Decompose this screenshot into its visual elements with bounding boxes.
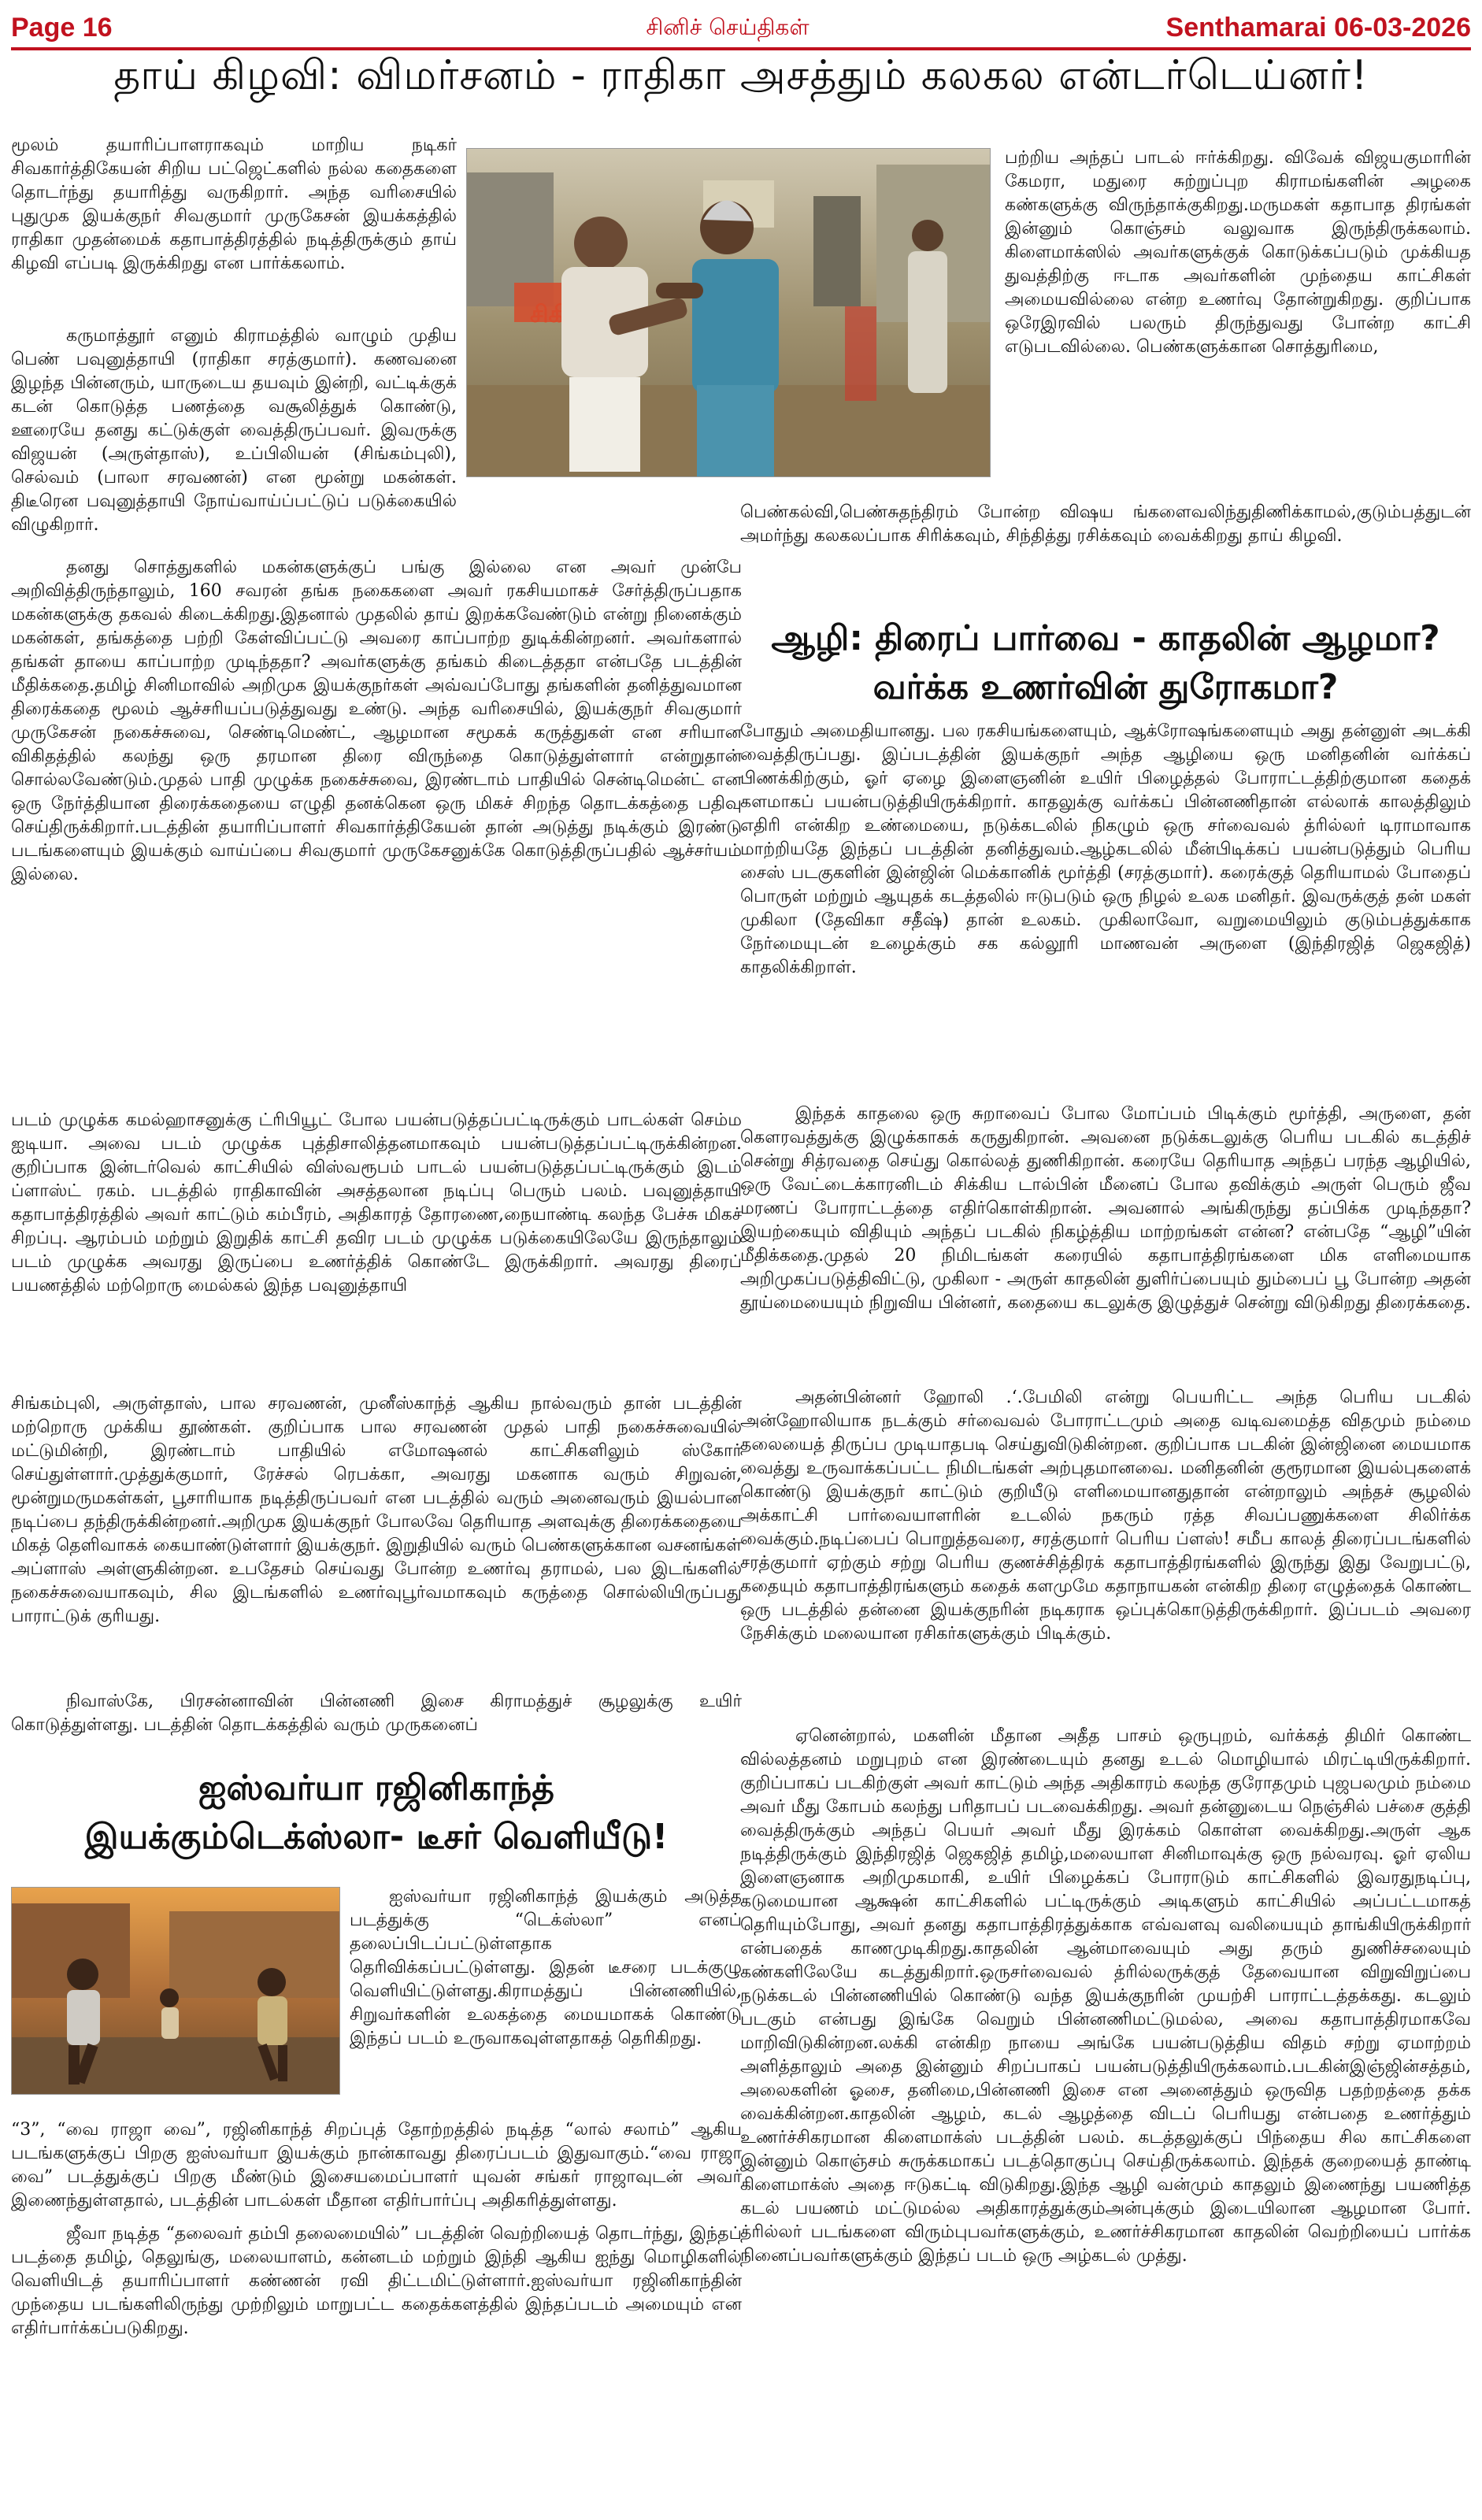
article1-para-1: மூலம் தயாரிப்பாளராகவும் மாறிய நடிகர் சிவகார்த்திகேயன் சிறிய பட்ஜெட்களில் நல்ல கதைகளை தொடர்ந்து தயாரித்து வருகிறார். அந்த வரிசையில் புதுமுக இயக்குநர் சிவகுமார் முருகேசன் இயக்கத்தில் ராதிகா முதன்மைக் கதாபாத்திரத்தில் நடித்திருக்கும் தாய் கிழவி எப்படி இருக்கிறது என பார்க்கலாம்.: [11, 135, 457, 273]
article3-headline: [740, 614, 1471, 712]
article3-para-3: அதன்பின்னர் ஹோலி .‘.பேமிலி என்று பெயரிட்ட அந்த பெரிய படகில் அன்ஹோலியாக நடக்கும் சர்வைவல் போராட்டமும் அதை வடிவமைத்த விதமும் நம்மை தலையைத் திருப்ப முடியாதபடி செய்துவிடுகின்றன. குறிப்பாக படகின் இன்ஜினை மையமாக வைத்து உருவாக்கப்பட்ட நிமிடங்கள் அற்புதமானவை. மனிதனின் குரூரமான இயல்புகளைக் கொண்டு இயக்குநர் காட்டும் குறியீடு எளிமையானதுதான் என்றாலும் அந்தச் சூழலில் அக்காட்சி பார்வையாளரின் உடலில் நகரும் ரத்த சிவப்பணுக்களை சிலிர்க்க வைக்கும்.நடிப்பைப் பொறுத்தவரை, சரத்குமார் பெரிய ப்ளஸ்! சமீப காலத் திரைப்படங்களில் சரத்குமார் ஏற்கும் சற்று பெரிய குணச்சித்திரக் கதாபாத்திரங்களில் இருந்து இது வேறுபட்டு, கதையும் கதாபாத்திரங்களும் கதைக் களமுமே கதாநாயகன் என்கிற திரை எழுத்தைக் கொண்ட ஒரு படத்தில் தன்னை இயக்குநரின் நடிகராக ஒப்புக்கொடுத்திருக்கிறார். இப்படம் அவரை நேசிக்கும் மலையான ரசிகர்களுக்கும் பிடிக்கும்.: [740, 1388, 1471, 1644]
article3-para-1: போதும் அமைதியானது. பல ரகசியங்களையும், ஆக்ரோஷங்களையும் அது தன்னுள் அடக்கி வைத்திருப்பது. இப்படத்தின் இயக்குநர் அந்த ஆழியை ஒரு மனிதனின் வர்க்கப் பிணக்கிற்கும், ஓர் ஏழை இளைஞனின் உயிர் பிழைத்தல் போராட்டத்திற்குமான கதைக் களமாகப் பயன்படுத்தியிருக்கிறார். காதலுக்கு வர்க்கப் பின்னணிதான் எல்லாக் காலத்திலும் எதிரி என்கிற உண்மையை, நடுக்கடலில் நிகழும் ஒரு சர்வைவல் த்ரில்லர் டிராமாவாக மாற்றியதே இந்தப் படத்தின் தனித்துவம்.ஆழ்கடலில் மீன்பிடிக்கப் பயன்படுத்தும் பெரிய சைஸ் படகுகளின் இன்ஜின் மெக்கானிக் மூர்த்தி (சரத்குமார்). கரைக்குத் தெரியாமல் போதைப் பொருள் மற்றும் ஆயுதக் கடத்தலில் ஈடுபடும் ஒரு நிழல் உலக மனிதர். இவருக்குத் தன் மகள் முகிலா (தேவிகா சதீஷ்) தான் உலகம். முகிலாவோ, வறுமையிலும் குடும்பத்துக்காக நேர்மையுடன் உழைக்கும் சக கல்லூரி மாணவன் அருளை (இந்திரஜித் ஜெகஜித்) காதலிக்கிறாள்.: [740, 721, 1471, 977]
article1-photo: [466, 148, 991, 477]
article1-para-8: பெண்கல்வி,பெண்சுதந்திரம் போன்ற விஷய ங்களைவலிந்துதிணிக்காமல்,குடும்பத்துடன் அமர்ந்து கலகலப்பாக சிரிக்கவும், சிந்தித்து ரசிக்கவும் வைக்கிறது தாய் கிழவி.: [740, 502, 1471, 546]
article3-headline-line1: ஆழி: திரைப் பார்வை - காதலின் ஆழமா?: [771, 618, 1440, 658]
village-scene-image: [467, 149, 990, 476]
article1-para-2: கருமாத்தூர் எனும் கிராமத்தில் வாழும் முதிய பெண் பவுனுத்தாயி (ராதிகா சரத்குமார்). கணவனை இழந்த பின்னரும், யாருடைய தயவும் இன்றி, வட்டிக்குக் கடன் கொடுத்த பணத்தை வசூலித்துக் கொண்டு, ஊரையே தனது கட்டுக்குள் வைத்திருப்பவர். இவருக்கு விஜயன் (அருள்தாஸ்), உப்பிலியன் (சிங்கம்புலி), செல்வம் (பாலா சரவணன்) என மூன்று மகன்கள். திடீரென பவுனுத்தாயி நோய்வாய்ப்பட்டுப் படுக்கையில் விழுகிறார்.: [11, 326, 457, 535]
article1-para-6: நிவாஸ்கே, பிரசன்னாவின் பின்னணி இசை கிராமத்துச் சூழலுக்கு உயிர் கொடுத்துள்ளது. படத்தின் தொடக்கத்தில் வரும் முருகனைப்: [11, 1692, 742, 1735]
page-header: [11, 11, 1471, 50]
section-name: சினிச் செய்திகள்: [646, 14, 810, 40]
article2-para-3: ஜீவா நடித்த “தலைவர் தம்பி தலைமையில்” படத்தின் வெற்றியைத் தொடர்ந்து, இந்தப் படத்தை தமிழ், தெலுங்கு, மலையாளம், கன்னடம் மற்றும் இந்தி ஆகிய ஐந்து மொழிகளில் வெளியிடத் தயாரிப்பாளர் கண்ணன் ரவி திட்டமிட்டுள்ளார்.ஐஸ்வர்யா ரஜினிகாந்தின் முந்தைய படங்களிலிருந்து முற்றிலும் மாறுபட்ட கதைக்களத்தில் இந்தப்படம் அமையும் என எதிர்பார்க்கப்படுகிறது.: [11, 2224, 742, 2338]
children-running-image: [12, 1888, 339, 2094]
article2-para-1: ஐஸ்வர்யா ரஜினிகாந்த் இயக்கும் அடுத்த படத்துக்கு “டெக்ஸ்லா” எனப் தலைப்பிடப்பட்டுள்ளதாக தெரிவிக்கப்பட்டுள்ளது. இதன் டீசரை படக்குழு வெளியிட்டுள்ளது.கிராமத்துப் பின்னணியில், சிறுவர்களின் உலகத்தை மையமாகக் கொண்டு இந்தப் படம் உருவாகவுள்ளதாகத் தெரிகிறது.: [350, 1887, 742, 2048]
page-number: Page 16: [11, 13, 113, 43]
article3-headline-line2: வர்க்க உணர்வின் துரோகமா?: [873, 667, 1339, 707]
article2-para-2: “3”, “வை ராஜா வை”, ரஜினிகாந்த் சிறப்புத் தோற்றத்தில் நடித்த “லால் சலாம்” ஆகிய படங்களுக்குப் பிறகு ஐஸ்வர்யா இயக்கும் நான்காவது திரைப்படம் இதுவாகும்.“வை ராஜா வை” படத்துக்குப் பிறகு மீண்டும் இசையமைப்பாளர் யுவன் சங்கர் ராஜாவுடன் அவர் இணைந்துள்ளதால், படத்தின் பாடல்கள் மீதான எதிர்பார்ப்பு அதிகரித்துள்ளது.: [11, 2120, 742, 2211]
article2-headline: [11, 1764, 742, 1862]
article1-para-7: பற்றிய அந்தப் பாடல் ஈர்க்கிறது. விவேக் விஜயகுமாரின் கேமரா, மதுரை சுற்றுப்புற கிராமங்களின் அழகை கண்களுக்கு விருந்தாக்குகிறது.மருமகள் கதாபாத திரங்கள் இன்னும் கொஞ்சம் வலுவாக இருந்திருக்கலாம். கிளைமாக்ஸில் அவர்களுக்குக் கொடுக்கப்படும் முக்கியத துவத்திற்கு ஈடாக அவர்களின் முந்தைய காட்சிகள் அமையவில்லை என்ற உணர்வு தோன்றுகிறது. குறிப்பாக ஒரேஇரவில் பலரும் திருந்துவது போன்ற காட்சி எடுபடவில்லை. பெண்களுக்கான சொத்துரிமை,: [1005, 148, 1471, 357]
paper-name-date: Senthamarai 06-03-2026: [1165, 13, 1471, 43]
article1-para-5: சிங்கம்புலி, அருள்தாஸ், பால சரவணன், முனீஸ்காந்த் ஆகிய நால்வரும் தான் படத்தின் மற்றொரு முக்கிய தூண்கள். குறிப்பாக பால சரவணன் முதல் பாதி நகைச்சுவையில் மட்டுமின்றி, இரண்டாம் பாதியில் எமோஷனல் காட்சிகளிலும் ஸ்கோர் செய்துள்ளார்.முத்துக்குமார், ரேச்சல் ரெபக்கா, அவரது மகனாக வரும் சிறுவன், மூன்றுமருமகள்கள், பூசாரியாக நடித்திருப்பவர் என படத்தில் வரும் அனைவரும் இயல்பான நடிப்பை தந்திருக்கின்றனர்.அறிமுக இயக்குநர் போலவே தெரியாத அளவுக்கு திரைக்கதையை மிகத் தெளிவாகக் கையாண்டுள்ளார் இயக்குநர். இறுதியில் வரும் பெண்களுக்கான வசனங்கள் அப்ளாஸ் அள்ளுகின்றன. உபதேசம் செய்வது போன்ற உணர்வு தராமல், பல இடங்களில் நகைச்சுவையாகவும், சில இடங்களில் உணர்வுபூர்வமாகவும் கருத்தை சொல்லியிருப்பது பாராட்டுக் குரியது.: [11, 1394, 743, 1626]
article1-para-4: படம் முழுக்க கமல்ஹாசனுக்கு ட்ரிபியூட் போல பயன்படுத்தப்பட்டிருக்கும் பாடல்கள் செம்ம ஐடியா. அவை படம் முழுக்க புத்திசாலித்தனமாகவும் பயன்படுத்தப்பட்டிருக்கின்றன. குறிப்பாக இன்டர்வெல் காட்சியில் விஸ்வரூபம் பாடல் பயன்படுத்தப்பட்டிருக்கும் இடம் ப்ளாஸ்ட் ரகம். படத்தில் ராதிகாவின் அசத்தலான நடிப்பு பெரும் பலம். பவுனுத்தாயி கதாபாத்திரத்தில் அவர் காட்டும் கம்பீரம், அதிகாரத் தோரணை,நையாண்டி கலந்த பேச்சு மிகச் சிறப்பு. ஆரம்பம் மற்றும் இறுதிக் காட்சி தவிர படம் முழுக்க படுக்கையிலேயே இருந்தாலும் படம் முழுக்க அவரது இருப்பை உணர்த்திக் கொண்டே இருக்கிறார். அவரது திரைப் பயணத்தில் மற்றொரு மைல்கல் இந்த பவுனுத்தாயி: [11, 1110, 742, 1295]
article2-headline-line2: இயக்கும்டெக்ஸ்லா- டீசர் வெளியீடு!: [84, 1817, 669, 1857]
article3-para-4: ஏனென்றால், மகளின் மீதான அதீத பாசம் ஒருபுறம், வர்க்கத் திமிர் கொண்ட வில்லத்தனம் மறுபுறம் என இரண்டையும் தனது உடல் மொழியால் மிரட்டியிருக்கிறார். குறிப்பாகப் படகிற்குள் அவர் காட்டும் அந்த அதிகாரம் கலந்த குரோதமும் புஜபலமும் நம்மை அவர் மீது கோபம் கலந்து பரிதாபப் படவைக்கிறது. அவர் தன்னுடைய நெஞ்சில் பச்சை குத்தி வைத்திருக்கும் அந்தப் பெயர் அவர் மீது இரக்கம் கொள்ள வைக்கிறது.அருள் ஆக நடித்திருக்கும் இந்திரஜித் ஜெகஜித் தமிழ்,மலையாள சினிமாவுக்கு ஒரு நல்வரவு. ஓர் ஏலிய இளைஞனாக அறிமுகமாகி, உயிர் பிழைக்கப் போராடும் காட்சிகளில் இவரதுநடிப்பு, கடுமையான ஆக்ஷன் காட்சிகளில் பட்டிருக்கும் அடிகளும் காட்சியில் அப்பட்டமாகத் தெரியும்போது, அவர் தனது கதாபாத்திரத்துக்காக எவ்வளவு வலியையும் தாங்கியிருக்கிறார் என்பதைக் காணமுடிகிறது.காதலின் ஆன்மாவையும் அது தரும் துணிச்சலையும் கண்களிலேயே கடத்துகிறார்.ஒருசர்வைவல் த்ரில்லருக்குத் தேவையான விறுவிறுப்பை நடுக்கடல் பின்னணியில் கொண்டு வந்த இயக்குநரின் முயற்சி பாராட்டத்தக்கது. கடலும் படகும் என்பது இங்கே வெறும் பின்னணிமட்டுமல்ல, அவை கதாபாத்திரமாகவே மாறிவிடுகின்றன.லக்கி என்கிற நாயை அங்கே பயன்படுத்திய விதம் சற்று ஏமாற்றம் அளித்தாலும் அதை இன்னும் சிறப்பாகப் பயன்படுத்தியிருக்கலாம்.படகின்இஞ்ஜின்சத்தம், அலைகளின் ஓசை, தனிமை,பின்னணி இசை என அனைத்தும் ஒருவித பதற்றத்தை தக்க வைக்கின்றன.காதலின் ஆழம், கடல் ஆழத்தை விடப் பெரியது என்பதை உணர்த்தும் உணர்ச்சிகரமான கிளைமாக்ஸ் படத்தின் பலம். கடத்தலுக்குப் பிந்தைய சில காட்சிகளை இன்னும் கொஞ்சம் சுருக்கமாகப் படத்தொகுப்பு செய்திருக்கலாம். இந்தக் குறையைத் தாண்டி கிளைமாக்ஸ் அதை ஈடுகட்டி விடுகிறது.இந்த ஆழி வன்மும் காதலும் இணைந்து பயணித்த கடல் பயணம் மட்டுமல்ல அதிகாரத்துக்கும்அன்புக்கும் இடையிலான ஆழமான போர். த்ரில்லர் படங்களை விரும்புபவர்களுக்கும், உணர்ச்சிகரமான காதலின் வெற்றியைப் பார்க்க நினைப்பவர்களுக்கும் இந்தப் படம் ஒரு அழ்கடல் முத்து.: [740, 1726, 1471, 2266]
article2-headline-line1: ஐஸ்வர்யா ரஜினிகாந்த்: [198, 1768, 554, 1808]
article2-photo: [11, 1887, 340, 2095]
article3-para-2: இந்தக் காதலை ஒரு சுறாவைப் போல மோப்பம் பிடிக்கும் மூர்த்தி, அருளை, தன் கௌரவத்துக்கு இழுக்காகக் கருதுகிறான். அவனை நடுக்கடலுக்கு பெரிய படகில் கடத்திச் சென்று சித்ரவதை செய்து கொல்லத் துணிகிறான். கரையே தெரியாத அந்தப் பரந்த ஆழியில், ஒரு வேட்டைக்காரனிடம் சிக்கிய டால்பின் மீனைப் போல தவிக்கும் அருள் பெரும் ஜீவ மரணப் போராட்டத்தை எதிர்கொள்கிறான். அவனால் அங்கிருந்து தப்பிக்க முடிந்ததா? இயற்கையும் விதியும் அந்தப் படகில் நிகழ்த்திய மாற்றங்கள் என்ன? என்பதே “ஆழி”யின் மீதிக்கதை.முதல் 20 நிமிடங்கள் கரையில் கதாபாத்திரங்களை மிக எளிமையாக அறிமுகப்படுத்திவிட்டு, முகிலா - அருள் காதலின் துளிர்ப்பையும் தும்பைப் பூ போன்ற அதன் தூய்மையையும் நிறுவிய பின்னர், கதையை கடலுக்கு இழுத்துச் சென்று விடுகிறது திரைக்கதை.: [740, 1104, 1472, 1313]
article1-headline: தாய் கிழவி: விமர்சனம் - ராதிகா அசத்தும் கலகல என்டர்டெய்னர்!: [113, 52, 1369, 99]
article1-para-3: தனது சொத்துகளில் மகன்களுக்குப் பங்கு இல்லை என அவர் முன்பே அறிவித்திருந்தாலும், 160 சவரன் தங்க நகைகளை அவர் ரகசியமாகச் சேர்த்திருப்பதாக மகன்களுக்கு தகவல் கிடைக்கிறது.இதனால் முதலில் தாய் இறக்கவேண்டும் என்று நினைக்கும் மகன்கள், தங்கத்தை பற்றி கேள்விப்பட்டு அவரை காப்பாற்ற துடிக்கின்றனர். அவர்களால் தங்கள் தாயை காப்பாற்ற முடிந்ததா? அவர்களுக்கு தங்கம் கிடைத்ததா என்பதே படத்தின் மீதிக்கதை.தமிழ் சினிமாவில் அறிமுக இயக்குநர்கள் அவ்வப்போது தங்களின் தனித்துவமான திரைக்கதை மூலம் ஆச்சரியப்படுத்துவது உண்டு. அந்த வரிசையில், இயக்குநர் சிவகுமார் முருகேசன் நகைச்சுவை, செண்டிமெண்ட், ஆழமான சமூகக் கருத்துகள் என சரியான விகிதத்தில் கலந்து ஒரு தரமான திரை விருந்தை கொடுத்துள்ளார் என்றுதான் சொல்லவேண்டும்.முதல் பாதி முழுக்க நகைச்சுவை, இரண்டாம் பாதியில் சென்டிமென்ட் என ஒரு நேர்த்தியான திரைக்கதையை எழுதி தனக்கென ஒரு மிகச் சிறந்த தொடக்கத்தை பதிவு செய்திருக்கிறார்.படத்தின் தயாரிப்பாளர் சிவகார்த்திகேயன் தான் அடுத்து நடிக்கும் இரண்டு படங்களையும் இயக்கும் வாய்ப்பை சிவகுமார் முருகேசனுக்கே கொடுத்திருப்பதில் ஆச்சர்யம் இல்லை.: [11, 558, 742, 884]
